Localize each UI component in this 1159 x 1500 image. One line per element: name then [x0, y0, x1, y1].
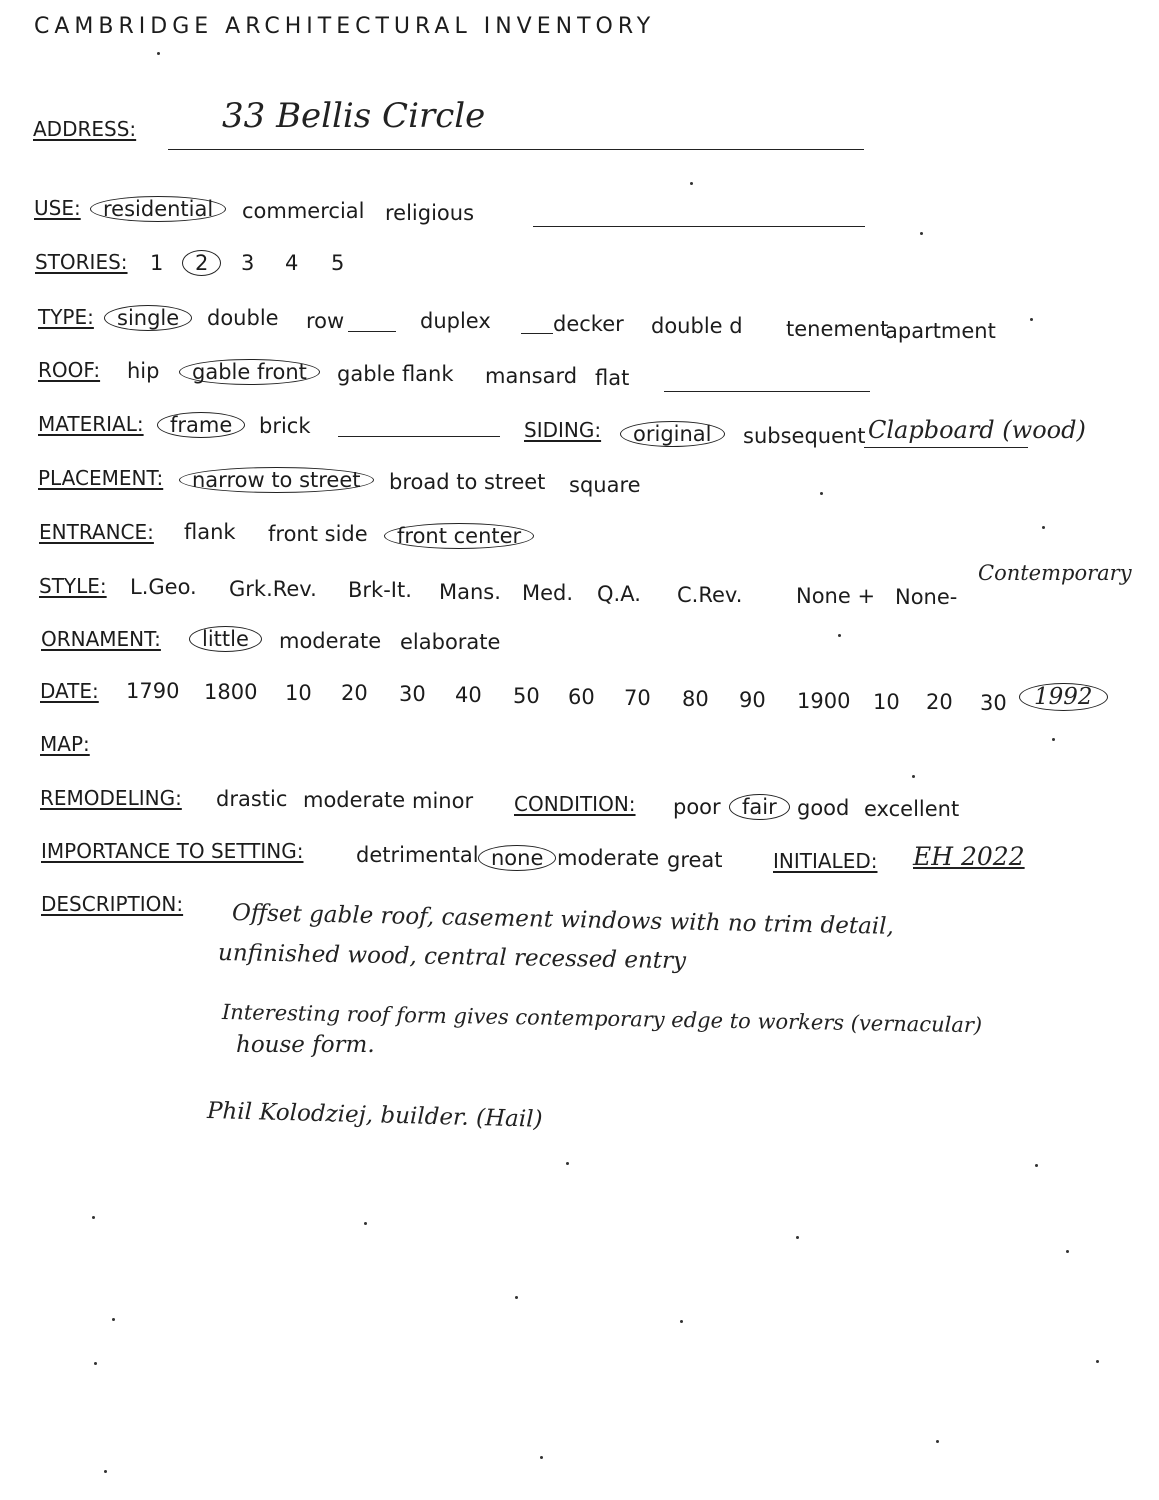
- roof-other-line: [664, 391, 870, 392]
- stories-option-1[interactable]: 1: [150, 251, 164, 275]
- type-label: TYPE:: [38, 305, 94, 329]
- remodeling-option-moderate[interactable]: moderate: [303, 788, 406, 812]
- importance-label: IMPORTANCE TO SETTING:: [41, 839, 304, 863]
- type-option-duplex[interactable]: duplex: [420, 309, 491, 333]
- date-value[interactable]: 1992: [1019, 683, 1108, 711]
- speck: [515, 1296, 518, 1299]
- date-option-50[interactable]: 50: [513, 684, 540, 708]
- ornament-option-little[interactable]: little: [189, 626, 262, 652]
- style-label: STYLE:: [39, 574, 107, 598]
- ornament-option-moderate[interactable]: moderate: [279, 629, 382, 653]
- style-option-lgeo[interactable]: L.Geo.: [130, 575, 197, 599]
- condition-label: CONDITION:: [514, 792, 636, 816]
- description-line-5[interactable]: Phil Kolodziej, builder. (Hail): [206, 1098, 543, 1133]
- date-option-10[interactable]: 10: [285, 681, 312, 705]
- use-option-religious[interactable]: religious: [385, 201, 475, 225]
- address-value[interactable]: 33 Bellis Circle: [222, 96, 486, 136]
- speck: [1030, 318, 1033, 321]
- date-option-30[interactable]: 30: [399, 682, 426, 706]
- date-option-1900[interactable]: 1900: [797, 689, 851, 713]
- style-option-med[interactable]: Med.: [522, 581, 574, 605]
- date-label: DATE:: [40, 679, 99, 703]
- style-option-brkit[interactable]: Brk-It.: [348, 578, 412, 602]
- description-line-4[interactable]: house form.: [236, 1032, 375, 1058]
- siding-line: [864, 447, 1028, 448]
- date-option-90[interactable]: 90: [739, 688, 766, 712]
- roof-option-flat[interactable]: flat: [595, 366, 630, 390]
- description-line-3[interactable]: Interesting roof form gives contemporary edge to workers (vernacular): [221, 1000, 983, 1038]
- type-option-row[interactable]: row: [306, 309, 345, 333]
- description-line-2[interactable]: unfinished wood, central recessed entry: [217, 940, 687, 975]
- type-option-double-d[interactable]: double d: [651, 314, 743, 338]
- date-option-80[interactable]: 80: [682, 687, 709, 711]
- stories-option-4[interactable]: 4: [285, 251, 299, 275]
- style-option-none-minus[interactable]: None-: [895, 585, 958, 609]
- placement-label: PLACEMENT:: [38, 466, 164, 490]
- speck: [820, 492, 823, 495]
- use-label: USE:: [34, 196, 81, 220]
- material-option-frame[interactable]: frame: [157, 412, 245, 438]
- entrance-option-front-center[interactable]: front center: [384, 523, 534, 549]
- map-label: MAP:: [40, 732, 90, 756]
- siding-label: SIDING:: [524, 418, 602, 442]
- speck: [1042, 526, 1045, 529]
- style-option-qa[interactable]: Q.A.: [597, 582, 641, 606]
- condition-option-excellent[interactable]: excellent: [864, 797, 960, 821]
- importance-option-detrimental[interactable]: detrimental: [356, 843, 479, 867]
- type-decker-line: [521, 333, 553, 334]
- speck: [920, 232, 923, 235]
- remodeling-label: REMODELING:: [40, 786, 182, 810]
- material-option-brick[interactable]: brick: [259, 414, 311, 438]
- style-option-mans[interactable]: Mans.: [439, 580, 501, 604]
- style-option-crev[interactable]: C.Rev.: [677, 583, 743, 607]
- siding-option-subsequent[interactable]: subsequent: [743, 424, 866, 448]
- speck: [1096, 1360, 1099, 1363]
- use-option-residential[interactable]: residential: [90, 196, 226, 222]
- date-option-1920[interactable]: 20: [926, 690, 953, 714]
- date-option-1910[interactable]: 10: [873, 690, 900, 714]
- importance-option-great[interactable]: great: [667, 848, 723, 872]
- stories-option-2[interactable]: 2: [182, 250, 221, 276]
- roof-option-gable-front[interactable]: gable front: [179, 359, 320, 385]
- address-line: [168, 149, 864, 150]
- speck: [796, 1236, 799, 1239]
- speck: [94, 1362, 97, 1365]
- roof-option-hip[interactable]: hip: [127, 359, 160, 383]
- speck: [566, 1162, 569, 1165]
- type-option-tenement[interactable]: tenement: [786, 317, 889, 341]
- date-option-20[interactable]: 20: [341, 681, 368, 705]
- address-label: ADDRESS:: [33, 117, 137, 141]
- speck: [1035, 1164, 1038, 1167]
- style-option-none-plus[interactable]: None +: [796, 584, 876, 608]
- stories-option-3[interactable]: 3: [241, 251, 255, 275]
- type-option-decker[interactable]: decker: [553, 312, 624, 336]
- description-label: DESCRIPTION:: [41, 892, 184, 916]
- initialed-label: INITIALED:: [773, 849, 878, 873]
- importance-option-none[interactable]: none: [478, 845, 556, 871]
- description-line-1[interactable]: Offset gable roof, casement windows with no trim detail,: [231, 900, 895, 940]
- siding-value[interactable]: Clapboard (wood): [868, 416, 1086, 444]
- ornament-option-elaborate[interactable]: elaborate: [400, 630, 501, 654]
- condition-option-good[interactable]: good: [797, 796, 850, 820]
- initialed-value[interactable]: EH 2022: [913, 842, 1025, 871]
- condition-option-fair[interactable]: fair: [729, 794, 790, 820]
- speck: [1066, 1250, 1069, 1253]
- style-option-grkrev[interactable]: Grk.Rev.: [229, 577, 317, 601]
- date-option-70[interactable]: 70: [624, 686, 651, 710]
- date-option-60[interactable]: 60: [568, 685, 595, 709]
- stories-option-5[interactable]: 5: [331, 251, 345, 275]
- style-note[interactable]: Contemporary: [978, 561, 1132, 585]
- type-row-line: [348, 331, 396, 332]
- speck: [690, 182, 693, 185]
- entrance-label: ENTRANCE:: [39, 520, 154, 544]
- siding-option-original[interactable]: original: [620, 421, 725, 447]
- speck: [912, 775, 915, 778]
- date-option-1800[interactable]: 1800: [204, 680, 258, 704]
- use-other-line: [533, 226, 865, 227]
- roof-option-mansard[interactable]: mansard: [485, 364, 578, 388]
- roof-option-gable-flank[interactable]: gable flank: [337, 362, 454, 386]
- speck: [936, 1440, 939, 1443]
- material-label: MATERIAL:: [38, 412, 144, 436]
- speck: [1052, 738, 1055, 741]
- importance-option-moderate[interactable]: moderate: [557, 846, 660, 870]
- material-other-line: [338, 436, 500, 437]
- remodeling-option-drastic[interactable]: drastic: [216, 787, 288, 811]
- speck: [540, 1456, 543, 1459]
- speck: [157, 52, 160, 55]
- stories-label: STORIES:: [35, 250, 128, 274]
- placement-option-square[interactable]: square: [569, 473, 641, 497]
- speck: [680, 1320, 683, 1323]
- type-option-single[interactable]: single: [104, 305, 192, 331]
- type-option-double[interactable]: double: [207, 306, 279, 330]
- entrance-option-flank[interactable]: flank: [184, 520, 236, 544]
- speck: [364, 1222, 367, 1225]
- date-option-1930[interactable]: 30: [980, 691, 1007, 715]
- page-title: CAMBRIDGE ARCHITECTURAL INVENTORY: [34, 14, 656, 39]
- speck: [112, 1318, 115, 1321]
- placement-option-narrow[interactable]: narrow to street: [179, 467, 374, 493]
- date-option-1790[interactable]: 1790: [126, 679, 180, 703]
- type-option-apartment[interactable]: apartment: [885, 319, 996, 343]
- speck: [92, 1216, 95, 1219]
- placement-option-broad[interactable]: broad to street: [389, 470, 546, 494]
- roof-label: ROOF:: [38, 358, 101, 382]
- remodeling-option-minor[interactable]: minor: [412, 789, 474, 813]
- speck: [104, 1470, 107, 1473]
- date-option-40[interactable]: 40: [455, 683, 482, 707]
- entrance-option-front-side[interactable]: front side: [268, 522, 368, 546]
- ornament-label: ORNAMENT:: [41, 627, 161, 651]
- condition-option-poor[interactable]: poor: [673, 795, 721, 819]
- use-option-commercial[interactable]: commercial: [242, 199, 365, 223]
- speck: [838, 634, 841, 637]
